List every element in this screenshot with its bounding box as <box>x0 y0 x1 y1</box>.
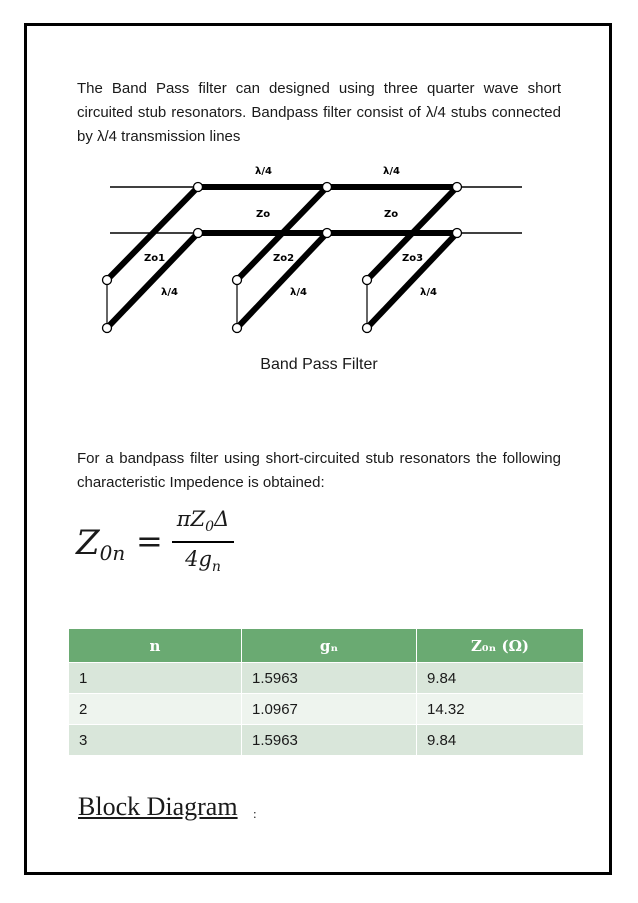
formula-denominator: $4g_n$ <box>185 547 221 576</box>
node <box>363 276 372 285</box>
stub-2-lower <box>237 233 327 328</box>
node <box>194 183 203 192</box>
top-lambda-label-2: λ/4 <box>383 166 400 177</box>
cell-n: 3 <box>69 725 242 756</box>
impedance-table <box>69 629 584 755</box>
cell-g: 1.5963 <box>242 663 417 694</box>
stub-3-lower <box>367 233 457 328</box>
table-header-row <box>69 629 584 663</box>
node <box>323 229 332 238</box>
block-diagram-colon: : <box>253 806 257 821</box>
stub-length-label-3: λ/4 <box>420 287 437 298</box>
cell-z: 14.32 <box>417 694 584 725</box>
cell-g: 1.5963 <box>242 725 417 756</box>
impedance-formula <box>76 505 256 585</box>
node <box>453 183 462 192</box>
node <box>363 324 372 333</box>
diagram-caption: Band Pass Filter <box>260 356 378 373</box>
line-impedance-label-2: Zo <box>384 209 399 220</box>
header-g: gₙ <box>242 629 417 663</box>
stub-length-label-1: λ/4 <box>161 287 178 298</box>
fraction-bar <box>172 541 234 543</box>
block-diagram-heading: Block Diagram <box>78 792 238 821</box>
node <box>323 183 332 192</box>
node <box>453 229 462 238</box>
cell-n: 1 <box>69 663 242 694</box>
stub-impedance-label-2: Zo2 <box>273 253 295 264</box>
formula-lhs: $Z_{0n}$ <box>76 523 126 565</box>
formula-intro-paragraph: For a bandpass filter using short-circuited stub resonators the following characteristic Impedence is obtained: <box>77 450 561 491</box>
cell-g: 1.0967 <box>242 694 417 725</box>
formula-equals: = <box>136 522 163 560</box>
node <box>233 324 242 333</box>
intro-paragraph: The Band Pass filter can designed using three quarter wave short circuited stub resonators. Bandpass filter consist of λ/4 stubs connected by λ/4 transmission lines <box>77 80 561 145</box>
node <box>233 276 242 285</box>
header-z: Z₀ₙ (Ω) <box>417 629 584 663</box>
node <box>103 276 112 285</box>
table-row <box>69 694 584 725</box>
stub-1-lower <box>107 233 198 328</box>
band-pass-filter-diagram <box>0 150 638 350</box>
line-impedance-label-1: Zo <box>256 209 271 220</box>
cell-n: 2 <box>69 694 242 725</box>
cell-z: 9.84 <box>417 725 584 756</box>
node <box>103 324 112 333</box>
table-row <box>69 663 584 694</box>
table-row <box>69 725 584 756</box>
top-lambda-label-1: λ/4 <box>255 166 272 177</box>
stub-impedance-label-3: Zo3 <box>402 253 424 264</box>
stub-length-label-2: λ/4 <box>290 287 307 298</box>
node <box>194 229 203 238</box>
formula-numerator: $\pi Z_0\Delta$ <box>176 507 230 536</box>
header-n: n <box>69 629 242 663</box>
cell-z: 9.84 <box>417 663 584 694</box>
stub-impedance-label-1: Zo1 <box>144 253 166 264</box>
